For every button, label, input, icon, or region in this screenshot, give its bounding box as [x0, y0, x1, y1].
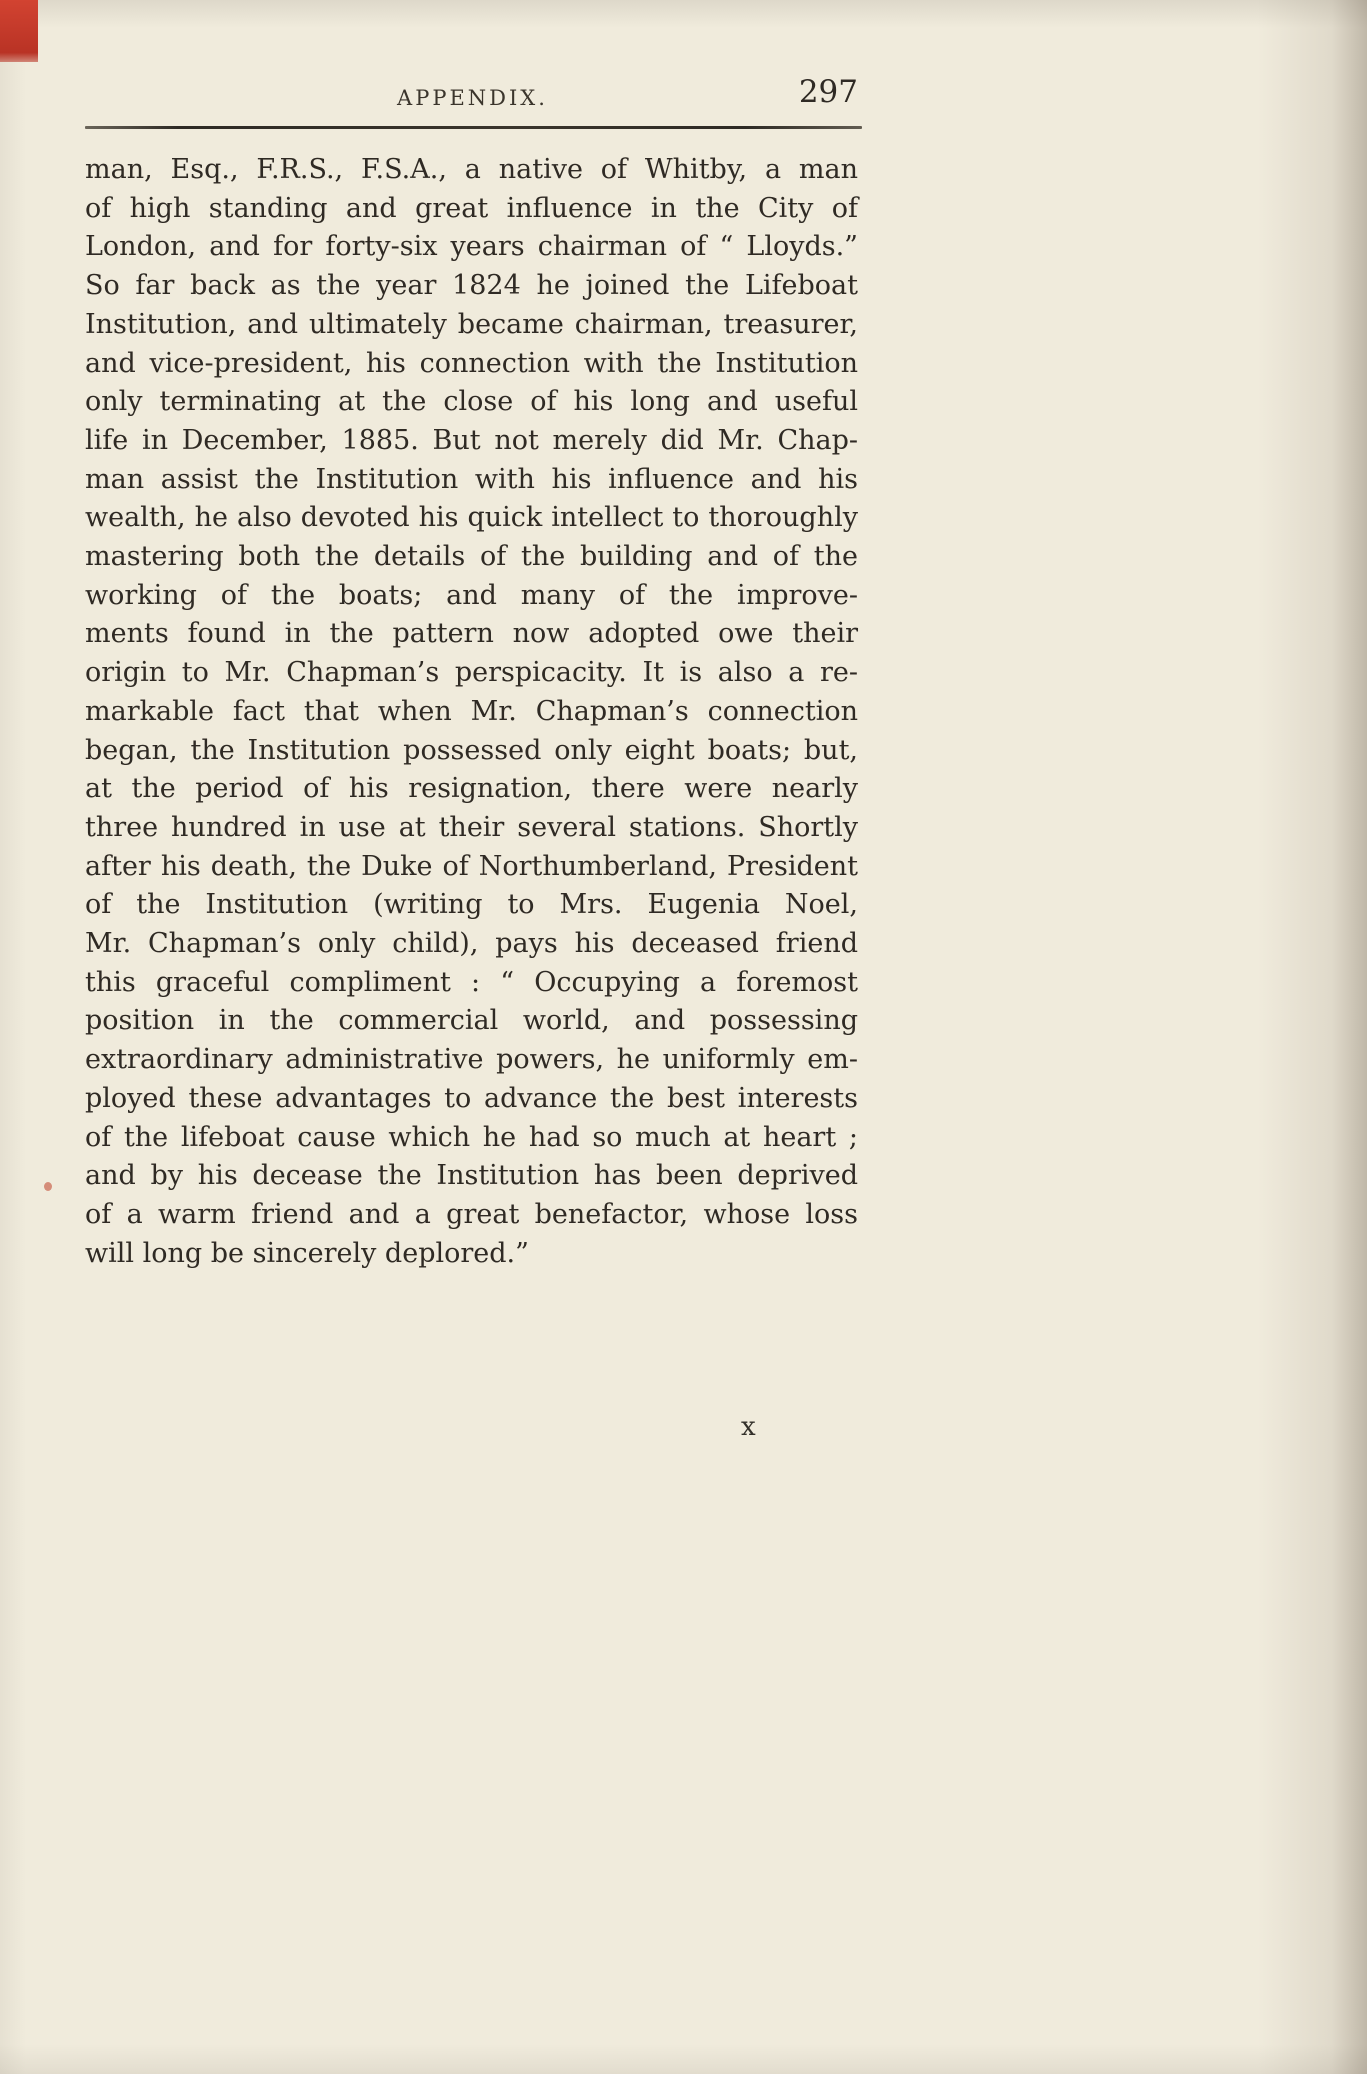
- text-line: origin to Mr. Chapman’s perspicacity. It is also a re-: [85, 657, 858, 689]
- binding-edge-accent: [0, 0, 38, 62]
- text-line: of a warm friend and a great benefactor, whose loss: [85, 1198, 858, 1230]
- text-line: this graceful compliment : “ Occupying a foremost: [85, 966, 858, 998]
- text-line: So far back as the year 1824 he joined the Lifeboat: [85, 270, 858, 302]
- text-line: position in the commercial world, and possessing: [85, 1005, 858, 1037]
- running-head: APPENDIX.: [397, 86, 548, 110]
- text-line: will long be sincerely deplored.”: [85, 1237, 529, 1269]
- text-line: and by his decease the Institution has been deprived: [85, 1160, 858, 1192]
- text-line: and vice-president, his connection with the Institution: [85, 347, 858, 379]
- text-line: three hundred in use at their several stations. Shortly: [85, 811, 858, 843]
- page-number: 297: [798, 74, 858, 110]
- text-line: life in December, 1885. But not merely did Mr. Chap-: [85, 424, 858, 456]
- text-line: of the lifeboat cause which he had so much at heart ;: [85, 1121, 858, 1153]
- red-ink-speck: [44, 1182, 52, 1191]
- text-line: of the Institution (writing to Mrs. Eugenia Noel,: [85, 889, 858, 921]
- body-text: [85, 151, 858, 1273]
- text-line: Institution, and ultimately became chairman, treasurer,: [85, 308, 858, 340]
- text-line: only terminating at the close of his long and useful: [85, 386, 858, 418]
- text-line: began, the Institution possessed only eight boats; but,: [85, 734, 858, 766]
- text-line: man, Esq., F.R.S., F.S.A., a native of Whitby, a man: [85, 154, 858, 185]
- text-line: extraordinary administrative powers, he uniformly em-: [85, 1044, 858, 1076]
- text-line: at the period of his resignation, there were nearly: [85, 773, 858, 805]
- text-line: wealth, he also devoted his quick intellect to thoroughly: [85, 502, 858, 534]
- text-line: man assist the Institution with his influence and his: [85, 463, 858, 495]
- text-line: after his death, the Duke of Northumberland, President: [85, 850, 858, 882]
- text-line: ployed these advantages to advance the best interests: [85, 1082, 858, 1114]
- text-line: markable fact that when Mr. Chapman’s connection: [85, 695, 858, 727]
- header-rule: [85, 126, 862, 129]
- page-header: [85, 74, 860, 118]
- text-line: ments found in the pattern now adopted owe their: [85, 618, 858, 650]
- text-line: London, and for forty-six years chairman of “ Lloyds.”: [85, 231, 858, 263]
- text-line: mastering both the details of the building and of the: [85, 541, 858, 573]
- text-line: Mr. Chapman’s only child), pays his deceased friend: [85, 928, 858, 960]
- printer-signature-mark: x: [741, 1412, 756, 1442]
- text-line: of high standing and great influence in the City of: [85, 192, 858, 224]
- text-line: working of the boats; and many of the improve-: [85, 579, 858, 611]
